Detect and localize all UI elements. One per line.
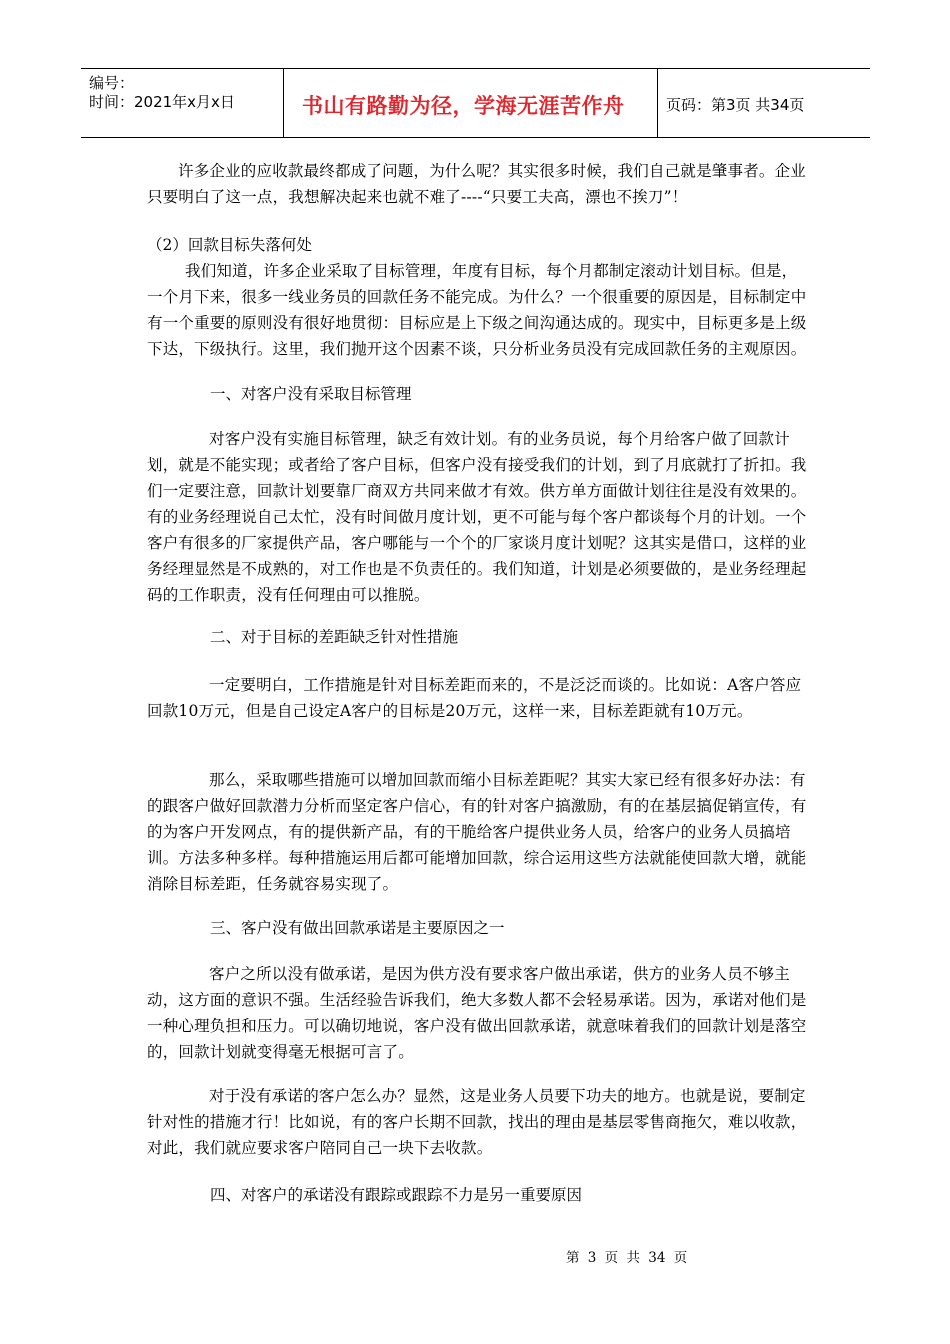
heading-2: 二、对于目标的差距缺乏针对性措施 bbox=[210, 628, 459, 646]
paragraph-6: 客户之所以没有做承诺，是因为供方没有要求客户做出承诺，供方的业务人员不够主动，这方面的意识不强。生活经验告诉我们，绝大多数人都不会轻易承诺。因为，承诺对他们是一种心理负担和压力。可以确切地说，客户没有做出回款承诺，就意味着我们的回款计划是落空的，回款计划就变得毫无根据可言了。 bbox=[147, 965, 807, 1061]
motto: 书山有路勤为径，学海无涯苦作舟 bbox=[302, 94, 625, 118]
paragraph-7: 对于没有承诺的客户怎么办？显然，这是业务人员要下功夫的地方。也就是说，要制定针对性的措施才行！比如说，有的客户长期不回款，找出的理由是基层零售商拖欠，难以收款，对此，我们就应要求客户陪同自己一块下去收款。 bbox=[147, 1087, 807, 1157]
paragraph-2: 我们知道，许多企业采取了目标管理，年度有目标，每个月都制定滚动计划目标。但是，一个月下来，很多一线业务员的回款任务不能完成。为什么？一个很重要的原因是，目标制定中有一个重要的原则没有很好地贯彻：目标应是上下级之间沟通达成的。现实中，目标更多是上级下达，下级执行。这里，我们抛开这个因素不谈，只分析业务员没有完成回款任务的主观原因。 bbox=[147, 262, 807, 358]
paragraph-5: 那么，采取哪些措施可以增加回款而缩小目标差距呢？其实大家已经有很多好办法：有的跟客户做好回款潜力分析而坚定客户信心，有的针对客户搞激励，有的在基层搞促销宣传，有的为客户开发网点，有的提供新产品，有的干脆给客户提供业务人员，给客户的业务人员搞培训。方法多种多样。每种措施运用后都可能增加回款，综合运用这些方法就能使回款大增，就能消除目标差距，任务就容易实现了。 bbox=[147, 771, 807, 893]
time-label: 时间：2021年x月x日 bbox=[89, 93, 235, 111]
paragraph-3: 对客户没有实施目标管理，缺乏有效计划。有的业务员说，每个月给客户做了回款计划，就是不能实现；或者给了客户目标，但客户没有接受我们的计划，到了月底就打了折扣。我们一定要注意，回款计划要靠厂商双方共同来做才有效。供方单方面做计划往往是没有效果的。有的业务经理说自己太忙，没有时间做月度计划，更不可能与每个客户都谈每个月的计划。一个客户有很多的厂家提供产品，客户哪能与一个个的厂家谈月度计划呢？这其实是借口，这样的业务经理显然是不成熟的，对工作也是不负责任的。我们知道，计划是必须要做的，是业务经理起码的工作职责，没有任何理由可以推脱。 bbox=[147, 430, 807, 604]
page-footer: 第 3 页 共 34 页 bbox=[566, 1250, 688, 1266]
number-label: 编号： bbox=[89, 74, 135, 92]
header-motto-cell bbox=[284, 69, 658, 137]
paragraph-4: 一定要明白，工作措施是针对目标差距而来的，不是泛泛而谈的。比如说：A客户答应回款10万元，但是自己设定A客户的目标是20万元，这样一来，目标差距就有10万元。 bbox=[147, 676, 802, 720]
heading-4: 四、对客户的承诺没有跟踪或跟踪不力是另一重要原因 bbox=[210, 1186, 583, 1204]
section-title: （2）回款目标失落何处 bbox=[147, 236, 312, 254]
paragraph-1: 许多企业的应收款最终都成了问题，为什么呢？其实很多时候，我们自己就是肇事者。企业只要明白了这一点，我想解决起来也就不难了----“只要工夫高，漂也不挨刀”！ bbox=[147, 162, 807, 206]
header-page-cell bbox=[658, 69, 870, 137]
heading-3: 三、客户没有做出回款承诺是主要原因之一 bbox=[210, 919, 505, 937]
page-header bbox=[81, 68, 870, 138]
header-page-label: 页码：第3页 共34页 bbox=[666, 96, 805, 114]
heading-1: 一、对客户没有采取目标管理 bbox=[210, 385, 412, 403]
header-meta bbox=[81, 69, 284, 137]
